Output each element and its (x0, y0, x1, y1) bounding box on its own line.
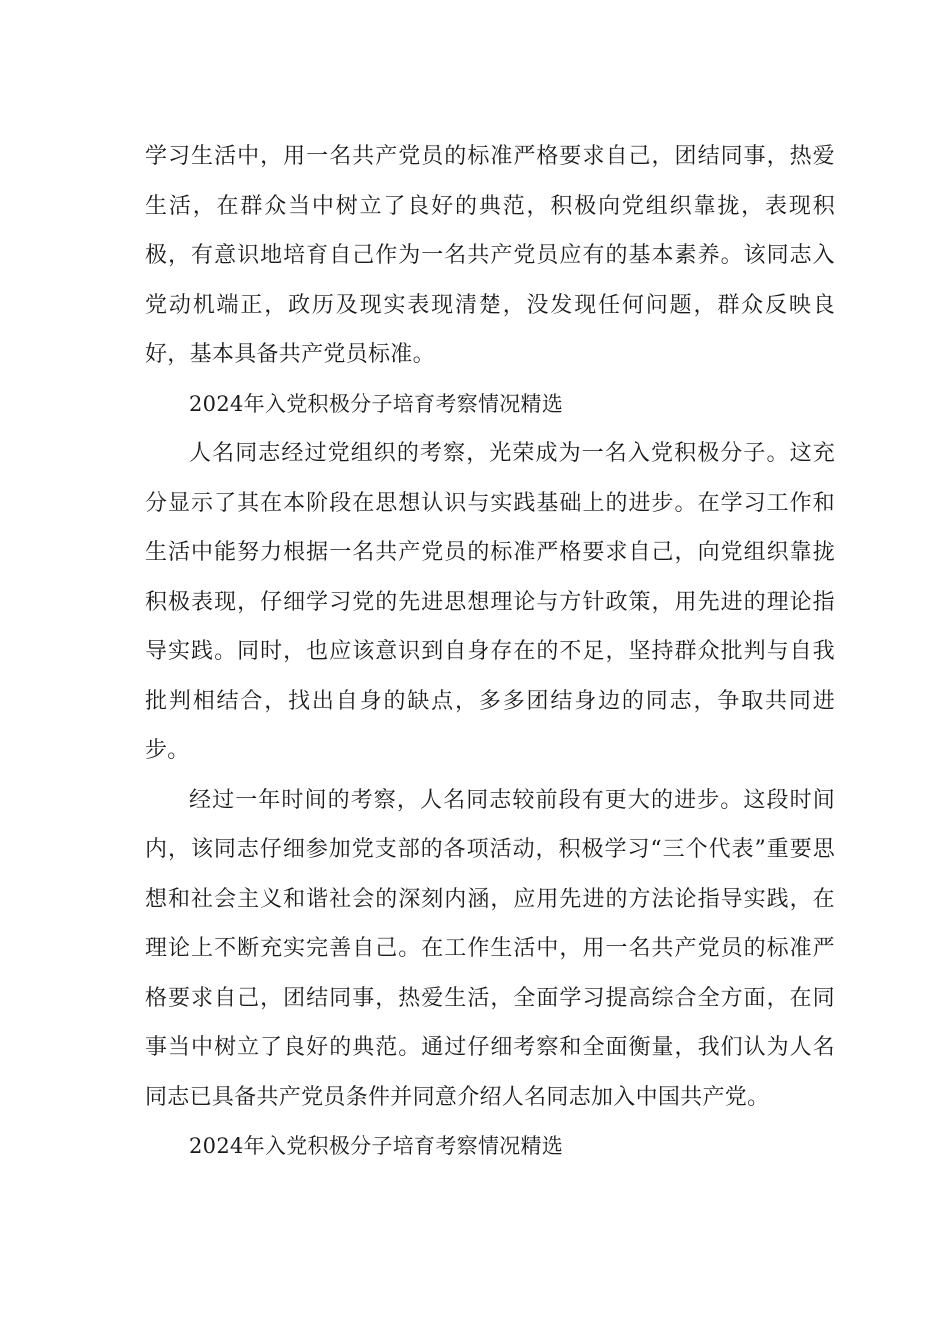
section-heading: 2024年入党积极分子培育考察情况精选 (189, 1134, 564, 1158)
paragraph-continuation: 学习生活中，用一名共产党员的标准严格要求自己，团结同事，热爱生活，在群众当中树立了良好的典范，积极向党组织靠拢，表现积极，有意识地培育自己作为一名共产党员应有的基本素养。该同志入党动机端正，政历及现实表现清楚，没发现任何问题，群众反映良好，基本具备共产党员标准。 (145, 144, 835, 367)
paragraph-one-year-review: 经过一年时间的考察，人名同志较前段有更大的进步。这段时间内，该同志仔细参加党支部的各项活动，积极学习“三个代表”重要思想和社会主义和谐社会的深刻内涵，应用先进的方法论指导实践，在理论上不断充实完善自己。在工作生活中，用一名共产党员的标准严格要求自己，团结同事，热爱生活，全面学习提高综合全方面，在同事当中树立了良好的典范。通过仔细考察和全面衡量，我们认为人名同志已具备共产党员条件并同意介绍人名同志加入中国共产党。 (145, 787, 835, 1110)
document-body (145, 132, 835, 1172)
paragraph-activist-evaluation: 人名同志经过党组织的考察，光荣成为一名入党积极分子。这充分显示了其在本阶段在思想认识与实践基础上的进步。在学习工作和生活中能努力根据一名共产党员的标准严格要求自己，向党组织靠拢积极表现，仔细学习党的先进思想理论与方针政策，用先进的理论指导实践。同时，也应该意识到自身存在的不足，坚持群众批判与自我批判相结合，找出自身的缺点，多多团结身边的同志，争取共同进步。 (145, 441, 835, 763)
section-heading: 2024年入党积极分子培育考察情况精选 (189, 391, 564, 416)
